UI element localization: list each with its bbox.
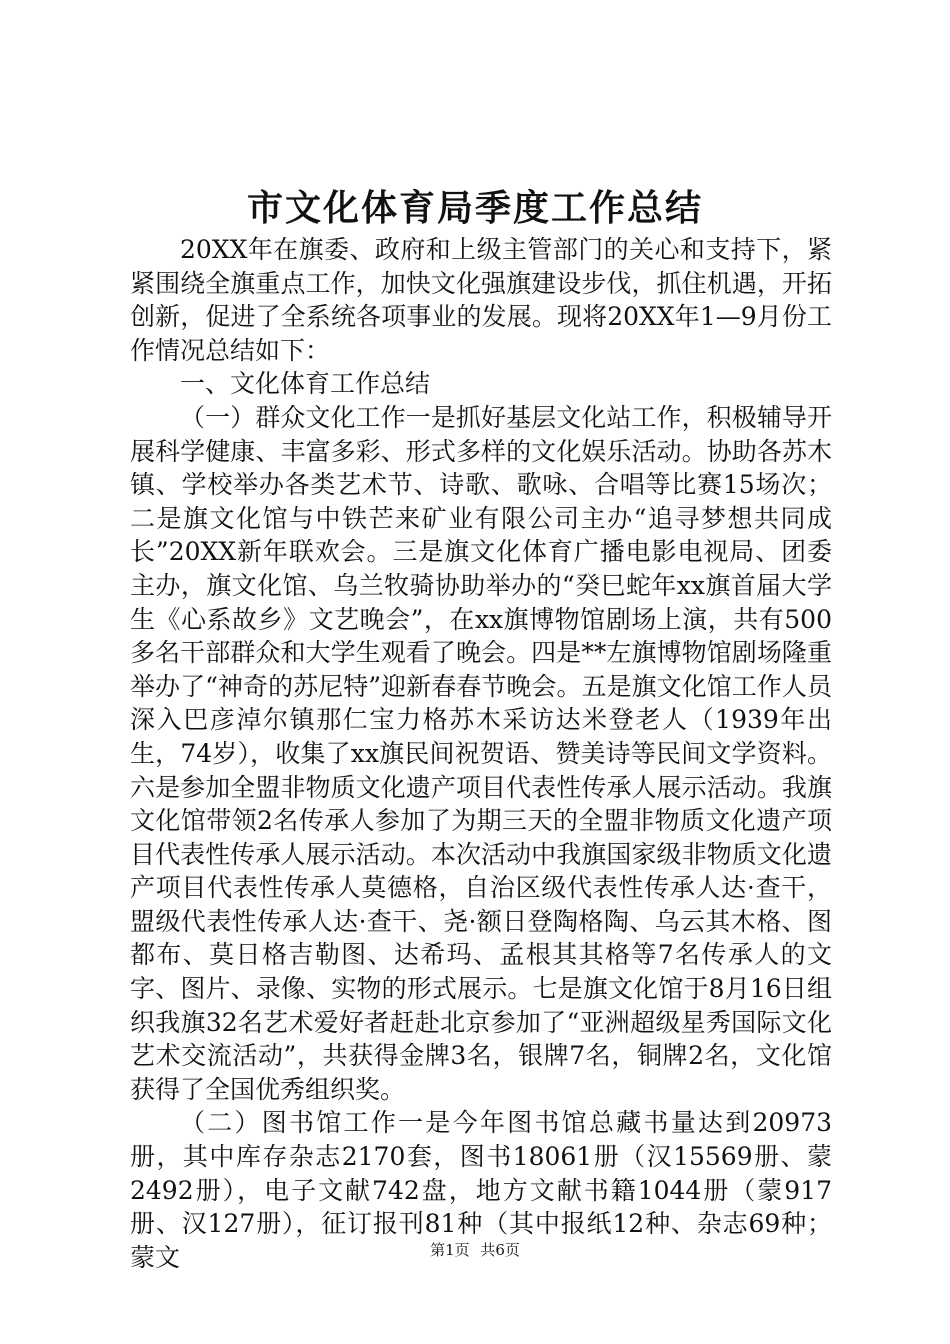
page-total: 共6页	[480, 1241, 520, 1259]
section-heading-culture-sports: 一、文化体育工作总结	[180, 369, 431, 399]
library-paragraph: （二）图书馆工作一是今年图书馆总藏书量达到20973册，其中库存杂志2170套，图书18061册（汉15569册、蒙2492册），电子文献742盘，地方文献书籍1044册（蒙917册、汉127册），征订报刊81种（其中报纸12种、杂志69种；蒙文	[130, 1108, 832, 1272]
page-footer	[0, 1240, 950, 1260]
page-number: 第1页	[430, 1241, 470, 1259]
document-body	[130, 233, 832, 1274]
document-title: 市文化体育局季度工作总结	[246, 187, 703, 229]
intro-paragraph: 20XX年在旗委、政府和上级主管部门的关心和支持下，紧紧围绕全旗重点工作，加快文化强旗建设步伐，抓住机遇，开拓创新，促进了全系统各项事业的发展。现将20XX年1—9月份工作情况总结如下：	[130, 235, 832, 365]
mass-culture-paragraph: （一）群众文化工作一是抓好基层文化站工作，积极辅导开展科学健康、丰富多彩、形式多样的文化娱乐活动。协助各苏木镇、学校举办各类艺术节、诗歌、歌咏、合唱等比赛15场次；二是旗文化馆与中铁芒来矿业有限公司主办“追寻梦想共同成长”20XX新年联欢会。三是旗文化体育广播电影电视局、团委主办，旗文化馆、乌兰牧骑协助举办的“癸巳蛇年xx旗首届大学生《心系故乡》文艺晚会”，在xx旗博物馆剧场上演，共有500多名干部群众和大学生观看了晚会。四是**左旗博物馆剧场隆重举办了“神奇的苏尼特”迎新春春节晚会。五是旗文化馆工作人员深入巴彦淖尔镇那仁宝力格苏木采访达米登老人（1939年出生，74岁），收集了xx旗民间祝贺语、赞美诗等民间文学资料。六是参加全盟非物质文化遗产项目代表性传承人展示活动。我旗文化馆带领2名传承人参加了为期三天的全盟非物质文化遗产项目代表性传承人展示活动。本次活动中我旗国家级非物质文化遗产项目代表性传承人莫德格，自治区级代表性传承人达·查干，盟级代表性传承人达·查干、尧·额日登陶格陶、乌云其木格、图都布、莫日格吉勒图、达希玛、孟根其其格等7名传承人的文字、图片、录像、实物的形式展示。七是旗文化馆于8月16日组织我旗32名艺术爱好者赶赴北京参加了“亚洲超级星秀国际文化艺术交流活动”，共获得金牌3名，银牌7名，铜牌2名，文化馆获得了全国优秀组织奖。	[130, 402, 832, 1104]
